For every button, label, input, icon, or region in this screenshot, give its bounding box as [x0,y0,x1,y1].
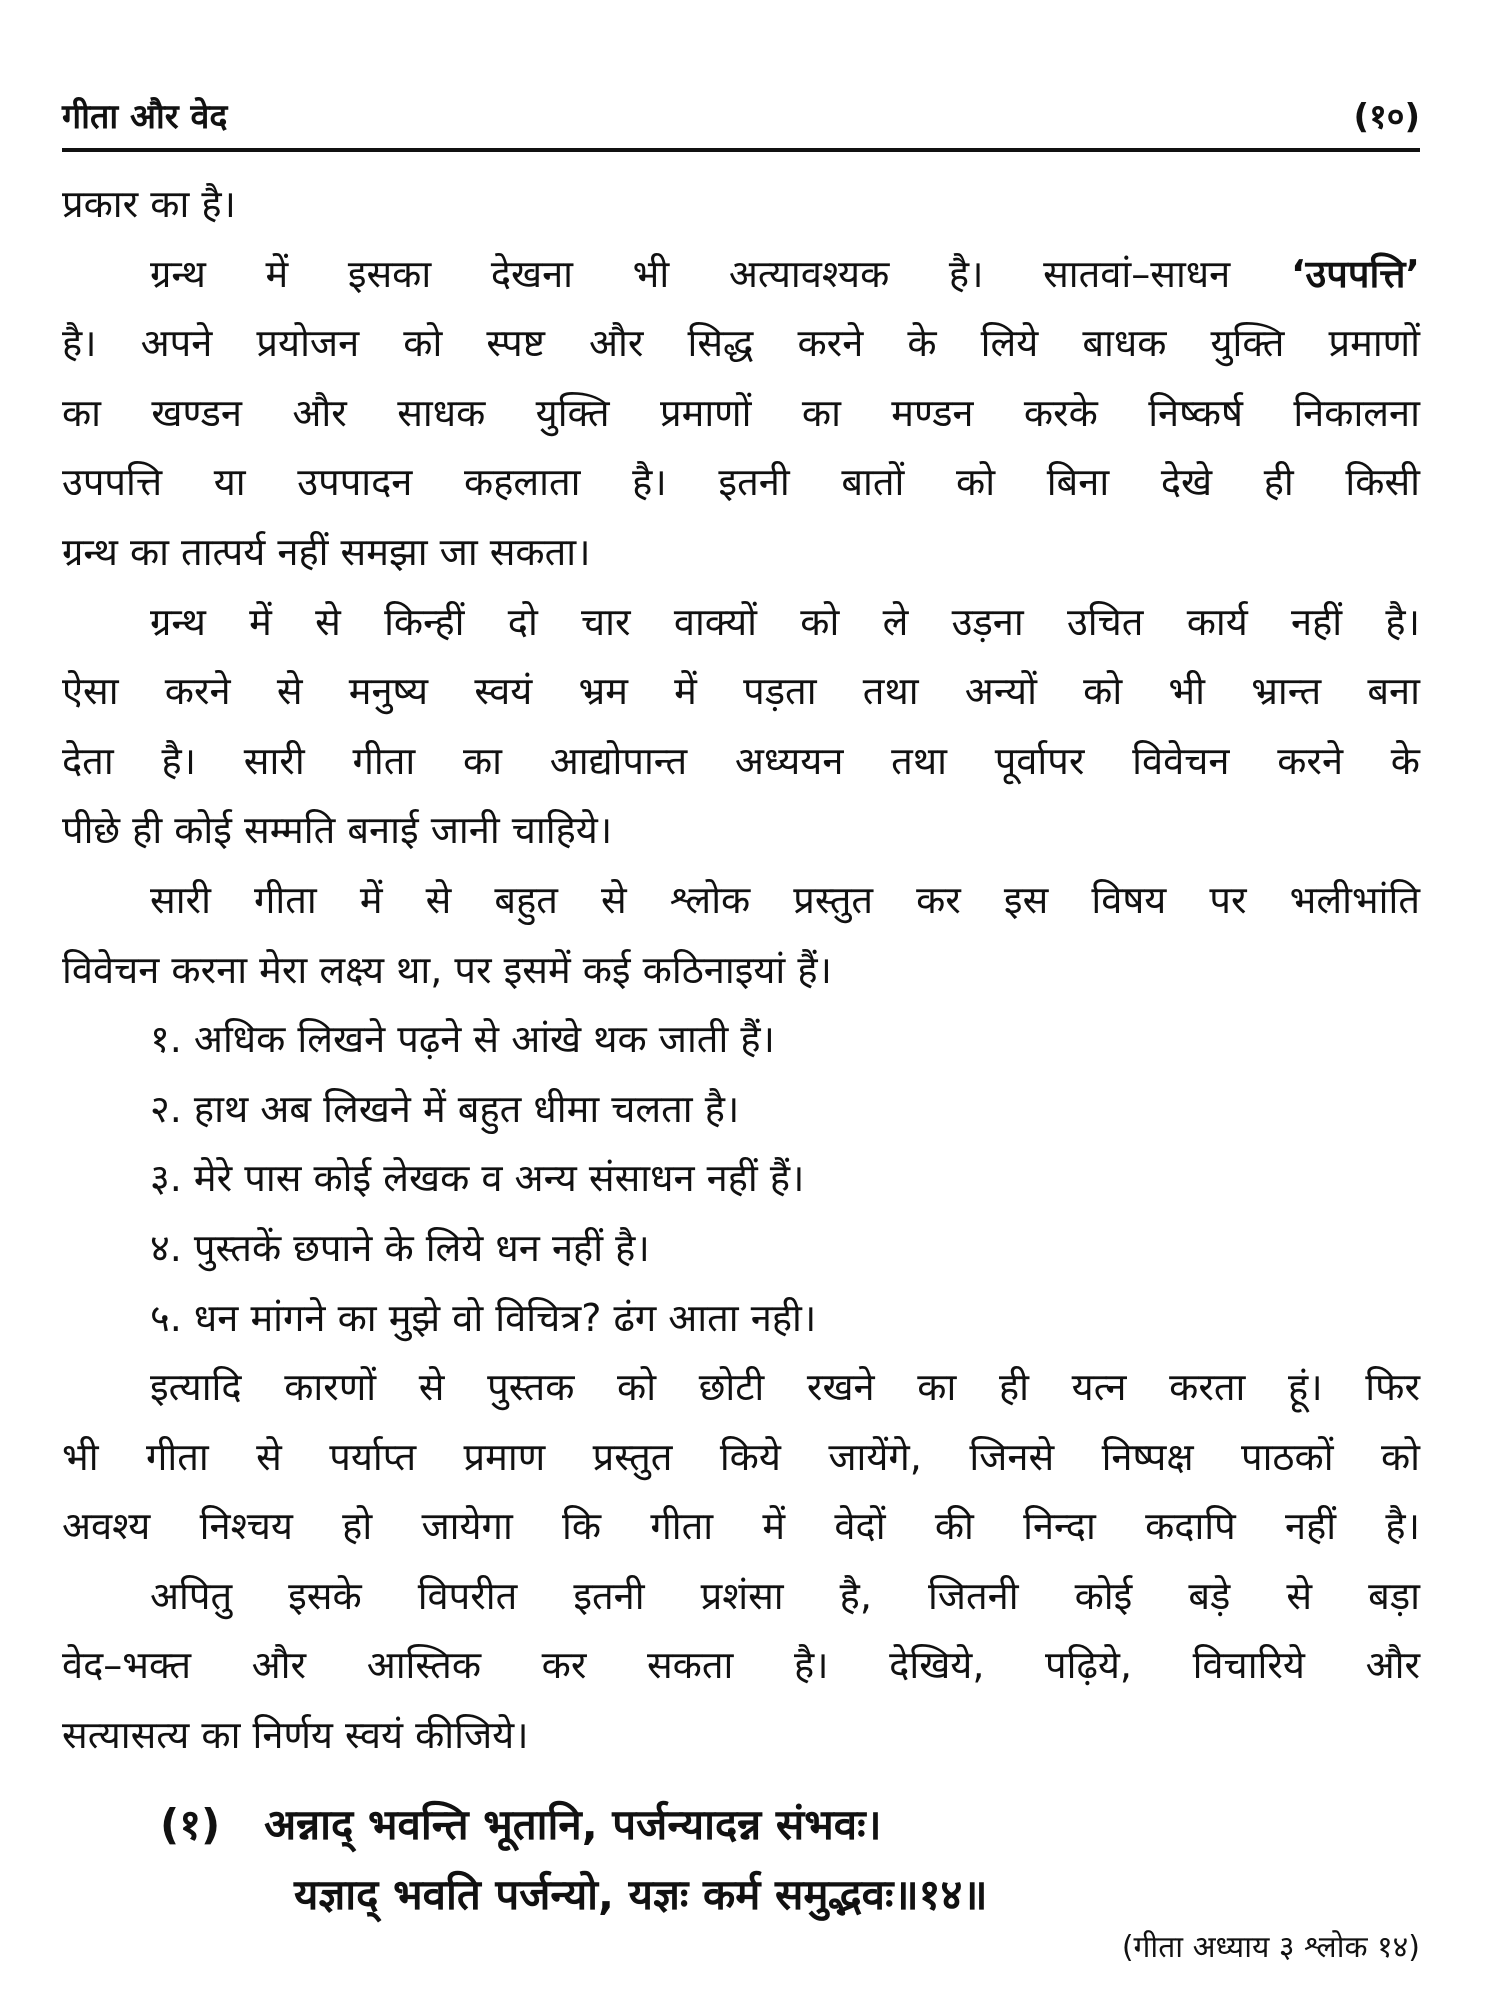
book-title: गीता और वेद [62,97,228,137]
line-text: का खण्डन और साधक युक्ति प्रमाणों का मण्डन करके निष्कर्ष निकालना [62,390,1420,435]
text-line [62,1637,1420,1707]
text-line [62,1568,1420,1638]
line-text: ५. धन मांगने का मुझे वो विचित्र? ढंग आता नही। [150,1295,817,1340]
text-line [62,1359,1420,1429]
text-line [62,1707,1420,1777]
text-line [62,524,1420,594]
text-line [62,1498,1420,1568]
line-text: वेद–भक्त और आस्तिक कर सकता है। देखिये, पढ़िये, विचारिये और [62,1643,1420,1688]
line-text: ग्रन्थ में इसका देखना भी अत्यावश्यक है। सातवां–साधन [150,251,1231,296]
text-line [62,802,1420,872]
verse-citation: (गीता अध्याय ३ श्लोक १४) [1121,1930,1420,1965]
line-text: सत्यासत्य का निर्णय स्वयं कीजिये। [62,1713,529,1758]
text-line [62,1011,1420,1081]
verse-text-2: यज्ञाद् भवति पर्जन्यो, यज्ञः कर्म समुद्भवः॥१४॥ [294,1870,988,1919]
line-text: ऐसा करने से मनुष्य स्वयं भ्रम में पड़ता तथा अन्यों को भी भ्रान्त बना [62,669,1420,714]
line-text: प्रकार का है। [62,182,236,226]
text-line [62,594,1420,664]
text-line [62,246,1420,316]
line-text: है। अपने प्रयोजन को स्पष्ट और सिद्ध करने के लिये बाधक युक्ति प्रमाणों [62,321,1420,366]
text-line [62,1429,1420,1499]
line-text: देता है। सारी गीता का आद्योपान्त अध्ययन तथा पूर्वापर विवेचन करने के [62,738,1420,783]
text-line [62,733,1420,803]
line-text: २. हाथ अब लिखने में बहुत धीमा चलता है। [150,1086,740,1131]
text-line [62,315,1420,385]
line-text: ग्रन्थ में से किन्हीं दो चार वाक्यों को ले उड़ना उचित कार्य नहीं है। [150,599,1420,644]
verse-text-1: अन्नाद् भवन्ति भूतानि, पर्जन्यादन्न संभवः। [264,1800,882,1849]
text-line [62,663,1420,733]
text-line [62,1081,1420,1151]
line-text: सारी गीता में से बहुत से श्लोक प्रस्तुत कर इस विषय पर भलीभांति [150,877,1420,922]
verse-number: (१) [160,1800,221,1849]
line-text: इत्यादि कारणों से पुस्तक को छोटी रखने का ही यत्न करता हूं। फिर [150,1365,1420,1410]
text-line [62,942,1420,1012]
emphasized-term: ‘उपपत्ति’ [1230,251,1420,296]
line-text: भी गीता से पर्याप्त प्रमाण प्रस्तुत किये जायेंगे, जिनसे निष्पक्ष पाठकों को [62,1434,1420,1479]
line-text: पीछे ही कोई सम्मति बनाई जानी चाहिये। [62,808,613,853]
text-line [62,872,1420,942]
line-text: अवश्य निश्चय हो जायेगा कि गीता में वेदों की निन्दा कदापि नहीं है। [62,1504,1420,1549]
body-text [62,176,1420,1777]
running-header [62,92,1420,142]
text-line [62,1220,1420,1290]
line-text: विवेचन करना मेरा लक्ष्य था, पर इसमें कई कठिनाइयां हैं। [62,947,832,992]
text-line [62,385,1420,455]
line-text: ग्रन्थ का तात्पर्य नहीं समझा जा सकता। [62,529,591,574]
line-text: १. अधिक लिखने पढ़ने से आंखे थक जाती हैं। [150,1017,775,1062]
line-text: ३. मेरे पास कोई लेखक व अन्य संसाधन नहीं हैं। [150,1156,805,1201]
line-text: उपपत्ति या उपपादन कहलाता है। इतनी बातों को बिना देखे ही किसी [62,460,1420,505]
verse-block [160,1790,988,1930]
header-rule [62,148,1420,152]
text-line [62,1150,1420,1220]
text-line [62,454,1420,524]
verse-line-1 [160,1790,988,1860]
page-number: (१०) [1353,97,1420,137]
line-text: ४. पुस्तकें छपाने के लिये धन नहीं है। [150,1225,650,1270]
text-line [62,1290,1420,1360]
line-text: अपितु इसके विपरीत इतनी प्रशंसा है, जितनी कोई बड़े से बड़ा [150,1573,1420,1618]
text-line [62,176,1420,246]
